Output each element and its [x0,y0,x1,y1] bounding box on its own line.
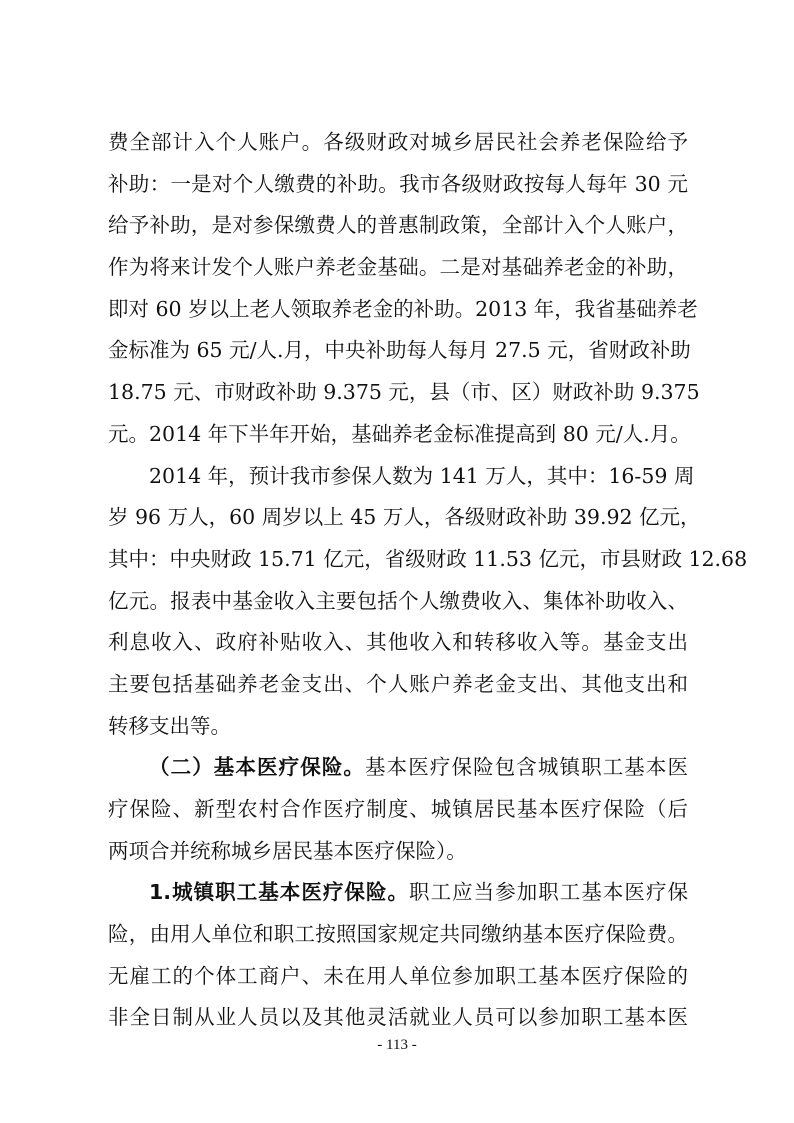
paragraph-2014-enrollment [108,456,748,748]
section-basic-medical-insurance [108,747,688,872]
text-line: 元。2014 年下半年开始，基础养老金标准提高到 80 元/人.月。 [108,421,691,446]
text-line: 18.75 元、市财政补助 9.375 元，县（市、区）财政补助 9.375 [108,380,700,405]
text-line: 非全日制从业人员以及其他灵活就业人员可以参加职工基本医 [108,1005,688,1030]
text-line: 主要包括基础养老金支出、个人账户养老金支出、其他支出和 [108,671,688,696]
section-text: 基本医疗保险包含城镇职工基本医 [365,755,689,780]
text-line: 作为将来计发个人账户养老金基础。二是对基础养老金的补助， [108,255,688,280]
text-line: 岁 96 万人，60 周岁以上 45 万人，各级财政补助 39.92 亿元， [108,505,701,530]
text-line: 转移支出等。 [108,713,231,738]
page-number: - 113 - [377,1037,417,1053]
text-line: 无雇工的个体工商户、未在用人单位参加职工基本医疗保险的 [108,963,688,988]
subsection-heading: 1.城镇职工基本医疗保险。 [149,880,410,905]
text-line: 金标准为 65 元/人.月，中央补助每人每月 27.5 元，省财政补助 [108,338,691,363]
text-line [108,747,688,789]
text-line: 给予补助，是对参保缴费人的普惠制政策，全部计入个人账户， [108,213,688,238]
text-line: 补助：一是对个人缴费的补助。我市各级财政按每人每年 30 元 [108,171,688,196]
text-line: 其中：中央财政 15.71 亿元，省级财政 11.53 亿元，市县财政 12.68 [108,546,748,571]
text-line: 疗保险、新型农村合作医疗制度、城镇居民基本医疗保险（后 [108,797,688,821]
text-line [108,872,688,914]
subsection-urban-employee-medical-insurance [108,872,688,1039]
document-body [108,122,748,1039]
text-line: 2014 年，预计我市参保人数为 141 万人，其中：16-59 周 [149,463,695,488]
paragraph-city-rural-pension-subsidy [108,122,700,456]
text-line: 两项合并统称城乡居民基本医疗保险）。 [108,838,467,863]
section-heading: （二）基本医疗保险。 [149,755,366,780]
text-line: 即对 60 岁以上老人领取养老金的补助。2013 年，我省基础养老 [108,296,698,321]
text-line: 利息收入、政府补贴收入、其他收入和转移收入等。基金支出 [108,630,688,655]
text-line: 险，由用人单位和职工按照国家规定共同缴纳基本医疗保险费。 [108,922,688,947]
text-line: 费全部计入个人账户。各级财政对城乡居民社会养老保险给予 [108,130,688,154]
text-line: 亿元。报表中基金收入主要包括个人缴费收入、集体补助收入、 [108,588,688,613]
subsection-text: 职工应当参加职工基本医疗保 [409,880,688,905]
